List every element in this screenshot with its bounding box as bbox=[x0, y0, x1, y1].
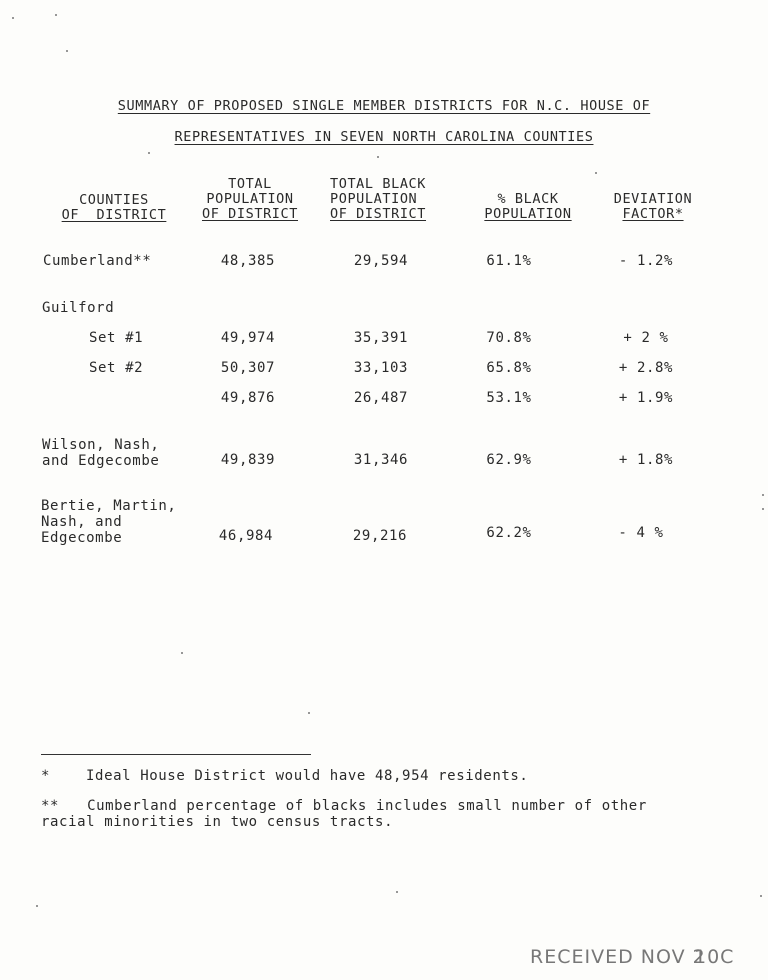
footnote-divider bbox=[41, 754, 311, 755]
cell-percent-black: 53.1% bbox=[486, 390, 532, 406]
cell-total-population: 50,307 bbox=[220, 360, 276, 376]
scan-speck bbox=[762, 494, 764, 496]
scan-speck bbox=[66, 50, 68, 52]
row-label-bertie-martin-nash-edgecombe: Bertie, Martin, Nash, and Edgecombe bbox=[41, 498, 177, 546]
header-deviation-factor: DEVIATION FACTOR* bbox=[613, 191, 693, 222]
row-label-wilson-nash-edgecombe: Wilson, Nash, and Edgecombe bbox=[42, 437, 160, 469]
cell-deviation: + 2.8% bbox=[618, 360, 674, 376]
scan-speck bbox=[12, 17, 14, 19]
scan-speck bbox=[36, 905, 38, 907]
cell-deviation: - 4 % bbox=[618, 525, 664, 541]
document-title-line-2: REPRESENTATIVES IN SEVEN NORTH CAROLINA COUNTIES bbox=[174, 129, 594, 145]
cell-percent-black: 65.8% bbox=[486, 360, 532, 376]
row-label-cumberland: Cumberland** bbox=[43, 253, 152, 269]
scan-speck bbox=[595, 172, 597, 174]
scan-speck bbox=[308, 712, 310, 714]
footnote-1: * Ideal House District would have 48,954 residents. bbox=[41, 768, 529, 784]
row-label-guilford: Guilford bbox=[42, 300, 115, 316]
row-label-set-2: Set #2 bbox=[89, 360, 144, 376]
header-total-population: TOTAL POPULATION OF DISTRICT bbox=[201, 176, 298, 222]
cell-total-population: 49,974 bbox=[220, 330, 276, 346]
scan-speck bbox=[377, 156, 379, 158]
cell-black-population: 35,391 bbox=[353, 330, 409, 346]
header-percent-black: % BLACK POPULATION bbox=[484, 191, 572, 222]
cell-black-population: 29,594 bbox=[353, 253, 409, 269]
row-label-set-1: Set #1 bbox=[89, 330, 144, 346]
cell-percent-black: 70.8% bbox=[486, 330, 532, 346]
cell-deviation: + 2 % bbox=[623, 330, 669, 346]
cell-deviation: - 1.2% bbox=[618, 253, 674, 269]
scan-speck bbox=[762, 508, 764, 510]
header-counties: COUNTIES OF DISTRICT bbox=[61, 192, 167, 223]
scan-speck bbox=[148, 152, 150, 154]
cell-percent-black: 61.1% bbox=[486, 253, 532, 269]
cell-black-population: 33,103 bbox=[353, 360, 409, 376]
received-stamp: RECEIVED NOV 2 bbox=[530, 946, 706, 968]
cell-total-population: 46,984 bbox=[218, 528, 274, 544]
stamp-mark: 10C bbox=[694, 946, 735, 968]
document-title-line-1: SUMMARY OF PROPOSED SINGLE MEMBER DISTRICTS FOR N.C. HOUSE OF bbox=[117, 98, 651, 114]
scan-speck bbox=[396, 891, 398, 893]
footnote-2: ** Cumberland percentage of blacks includes small number of other racial minorities in two census tracts. bbox=[41, 798, 647, 830]
scan-speck bbox=[760, 895, 762, 897]
scan-speck bbox=[181, 652, 183, 654]
scan-speck bbox=[55, 14, 57, 16]
cell-black-population: 26,487 bbox=[353, 390, 409, 406]
cell-total-population: 49,876 bbox=[220, 390, 276, 406]
cell-black-population: 31,346 bbox=[353, 452, 409, 468]
header-total-black-population: TOTAL BLACK POPULATION OF DISTRICT bbox=[330, 176, 427, 222]
cell-total-population: 48,385 bbox=[220, 253, 276, 269]
cell-deviation: + 1.8% bbox=[618, 452, 674, 468]
cell-deviation: + 1.9% bbox=[618, 390, 674, 406]
cell-percent-black: 62.2% bbox=[486, 525, 532, 541]
cell-percent-black: 62.9% bbox=[486, 452, 532, 468]
cell-total-population: 49,839 bbox=[220, 452, 276, 468]
cell-black-population: 29,216 bbox=[352, 528, 408, 544]
